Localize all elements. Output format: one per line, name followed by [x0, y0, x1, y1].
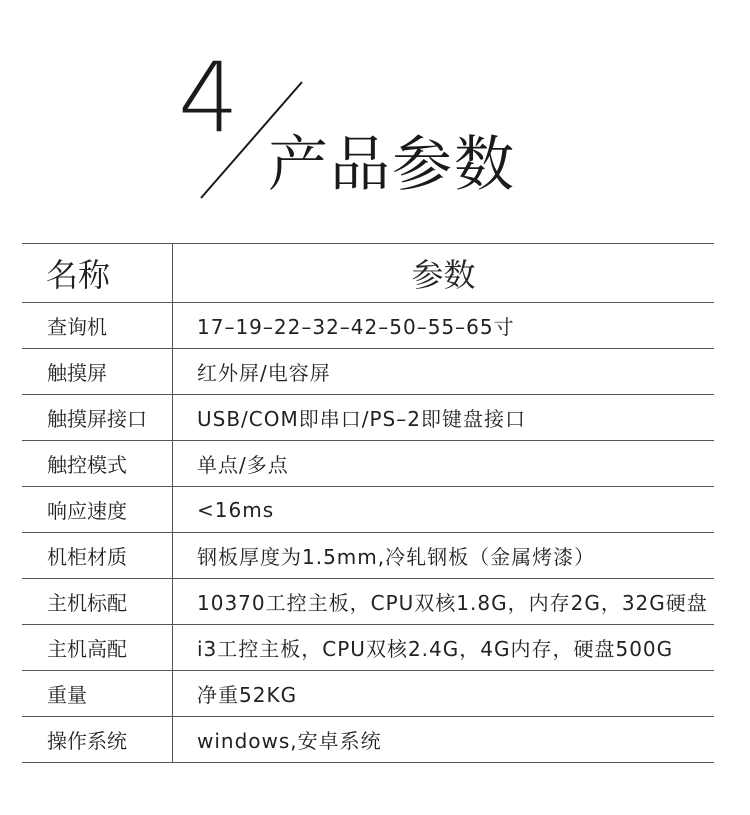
- section-heading: [0, 0, 750, 215]
- spec-table: [22, 243, 714, 763]
- table-header-row: [22, 243, 714, 303]
- table-row: [22, 671, 714, 717]
- row-name: 触控模式: [22, 441, 173, 486]
- row-value: 净重52KG: [197, 683, 298, 707]
- column-header-name: 名称: [22, 244, 173, 302]
- row-name: 响应速度: [22, 487, 173, 532]
- table-row: [22, 625, 714, 671]
- row-value: 17–19–22–32–42–50–55–65寸: [197, 315, 515, 339]
- row-value: 10370工控主板，CPU双核1.8G，内存2G，32G硬盘: [197, 591, 708, 615]
- row-name: 重量: [22, 671, 173, 716]
- table-row: [22, 441, 714, 487]
- row-name: 触摸屏: [22, 349, 173, 394]
- table-row: [22, 579, 714, 625]
- table-row: [22, 395, 714, 441]
- row-value: 红外屏/电容屏: [197, 361, 331, 385]
- table-row: [22, 303, 714, 349]
- table-row: [22, 487, 714, 533]
- section-title: 产品参数: [268, 130, 516, 200]
- column-header-value: 参数: [411, 256, 476, 294]
- section-number: 4: [178, 42, 240, 154]
- table-row: [22, 533, 714, 579]
- row-name: 操作系统: [22, 717, 173, 762]
- row-name: 查询机: [22, 303, 173, 348]
- row-value: i3工控主板，CPU双核2.4G，4G内存，硬盘500G: [197, 637, 674, 661]
- row-value: <16ms: [197, 497, 275, 522]
- row-value: USB/COM即串口/PS–2即键盘接口: [197, 407, 526, 431]
- row-value: windows,安卓系统: [197, 729, 382, 753]
- table-row: [22, 717, 714, 763]
- row-name: 主机标配: [22, 579, 173, 624]
- row-value: 单点/多点: [197, 453, 289, 477]
- row-value: 钢板厚度为1.5mm,冷轧钢板（金属烤漆）: [197, 545, 596, 569]
- table-row: [22, 349, 714, 395]
- row-name: 机柜材质: [22, 533, 173, 578]
- row-name: 触摸屏接口: [22, 395, 173, 440]
- row-name: 主机高配: [22, 625, 173, 670]
